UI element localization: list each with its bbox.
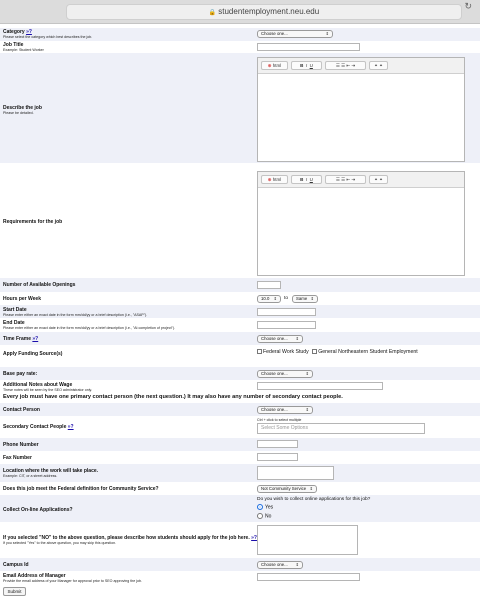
category-help-link[interactable]: »? bbox=[26, 29, 32, 35]
hours-to-label: to bbox=[284, 296, 289, 301]
html-button[interactable]: ⊕ html bbox=[261, 61, 288, 70]
row-category bbox=[0, 28, 480, 41]
start-date-input[interactable] bbox=[257, 308, 316, 316]
list-buttons[interactable]: ☰ ☰ ⇤ ⇥ bbox=[325, 61, 366, 70]
job-title-label: Job Title bbox=[3, 42, 24, 48]
time-frame-select[interactable]: Choose one... ⇕ bbox=[257, 335, 303, 343]
html-button[interactable]: ⊕ html bbox=[261, 175, 288, 184]
no-instructions-textarea[interactable] bbox=[257, 525, 358, 555]
row-time-frame bbox=[0, 332, 480, 345]
row-notes-wage bbox=[0, 380, 480, 393]
describe-label: Describe the job bbox=[3, 105, 42, 111]
row-contact-notice bbox=[0, 393, 480, 403]
campus-label: Campus Id bbox=[3, 562, 29, 568]
reload-icon[interactable]: ↻ bbox=[464, 1, 472, 11]
row-campus bbox=[0, 558, 480, 571]
url-text: studentemployment.neu.edu bbox=[218, 7, 320, 16]
list-buttons[interactable]: ☰ ☰ ⇤ ⇥ bbox=[325, 175, 366, 184]
no-instructions-help: If you selected "Yes" to the above question, you may skip this question. bbox=[3, 541, 117, 545]
secondary-multiselect[interactable]: Select Some Options bbox=[257, 423, 425, 434]
no-radio[interactable] bbox=[257, 513, 263, 519]
row-secondary-contact bbox=[0, 416, 480, 438]
funding-label: Apply Funding Source(s) bbox=[3, 351, 63, 357]
row-funding bbox=[0, 345, 480, 367]
lock-icon: 🔒 bbox=[208, 10, 217, 16]
format-buttons[interactable]: B I U bbox=[291, 175, 322, 184]
manager-email-label: Email Address of Manager bbox=[3, 573, 66, 579]
requirements-label: Requirements for the job bbox=[3, 219, 63, 225]
start-date-help: Please enter either an exact date in the form mm/dd/yy or a brief description (i.e., "ASAP"). bbox=[3, 313, 148, 317]
select-arrow-icon: ⇕ bbox=[325, 31, 329, 36]
fws-label: Federal Work Study bbox=[263, 349, 309, 355]
secondary-hint: Ctrl + click to select multiple bbox=[257, 418, 302, 422]
online-yes: Yes bbox=[257, 504, 273, 510]
location-help: Example: CIT, or a street address. bbox=[3, 474, 58, 478]
start-date-label: Start Date bbox=[3, 307, 27, 313]
fws-checkbox[interactable] bbox=[257, 349, 262, 354]
contact-person-label: Contact Person bbox=[3, 407, 40, 413]
address-bar[interactable] bbox=[66, 4, 462, 20]
general-label: General Northeastern Student Employment bbox=[318, 349, 418, 355]
fax-input[interactable] bbox=[257, 453, 298, 461]
phone-label: Phone Number bbox=[3, 442, 39, 448]
row-contact-person bbox=[0, 403, 480, 416]
time-frame-label: Time Frame bbox=[3, 336, 31, 342]
row-phone bbox=[0, 438, 480, 451]
job-title-help: Example: Student Worker bbox=[3, 48, 44, 52]
browser-toolbar bbox=[0, 0, 480, 24]
time-frame-help-link[interactable]: »? bbox=[32, 336, 39, 342]
yes-radio[interactable] bbox=[257, 504, 263, 510]
row-hours bbox=[0, 292, 480, 305]
format-buttons[interactable]: B I U bbox=[291, 61, 322, 70]
location-textarea[interactable] bbox=[257, 466, 334, 480]
notes-wage-label: Additional Notes about Wage bbox=[3, 382, 73, 388]
fax-label: Fax Number bbox=[3, 455, 32, 461]
online-question: Do you wish to collect online applications for this job? bbox=[257, 497, 371, 502]
openings-input[interactable] bbox=[257, 281, 281, 289]
online-no: No bbox=[257, 513, 271, 519]
general-checkbox[interactable] bbox=[312, 349, 317, 354]
describe-help: Please be detailed. bbox=[3, 111, 34, 115]
editor-toolbar bbox=[258, 58, 464, 74]
hours-label: Hours per Week bbox=[3, 296, 41, 302]
phone-input[interactable] bbox=[257, 440, 298, 448]
contact-person-select[interactable]: Choose one... ⇕ bbox=[257, 406, 313, 414]
funding-options bbox=[257, 349, 418, 355]
row-openings bbox=[0, 278, 480, 292]
no-instructions-label: If you selected "NO" to the above question, please describe how students should apply for the job here. bbox=[3, 535, 250, 541]
contact-notice: Every job must have one primary contact person (the next question.) It may also have any number of secondary contact people. bbox=[3, 394, 343, 400]
end-date-help: Please enter either an exact date in the form mm/dd/yy or a brief description (i.e., "At completion of project"). bbox=[3, 326, 176, 330]
no-instructions-help-link[interactable]: »? bbox=[251, 535, 257, 541]
location-label: Location where the work will take place. bbox=[3, 468, 99, 474]
online-label: Collect On-line Applications? bbox=[3, 507, 73, 513]
manager-email-input[interactable] bbox=[257, 573, 360, 581]
openings-label: Number of Available Openings bbox=[3, 282, 76, 288]
row-online bbox=[0, 495, 480, 522]
community-select[interactable]: Not Community Service ⇕ bbox=[257, 485, 317, 493]
row-community bbox=[0, 482, 480, 495]
campus-select[interactable]: Choose one... ⇕ bbox=[257, 561, 303, 569]
row-base-pay bbox=[0, 367, 480, 380]
notes-wage-help: These notes will be seen by the SEO administrator only. bbox=[3, 388, 93, 392]
category-select[interactable]: Choose one... ⇕ bbox=[257, 30, 333, 38]
category-label: Category bbox=[3, 29, 25, 35]
describe-editor[interactable] bbox=[257, 57, 465, 162]
link-buttons[interactable]: ⚭ ⚭ bbox=[369, 175, 388, 184]
secondary-label: Secondary Contact People bbox=[3, 424, 67, 430]
submit-button[interactable]: Submit bbox=[3, 587, 26, 596]
base-pay-select[interactable]: Choose one... ⇕ bbox=[257, 370, 313, 378]
row-no-instructions bbox=[0, 522, 480, 558]
base-pay-label: Base pay rate: bbox=[3, 371, 38, 377]
row-fax bbox=[0, 451, 480, 464]
manager-email-help: Provide the email address of your Manager for approval prior to SEO approving the job. bbox=[3, 579, 143, 583]
hours-from-select[interactable]: 10.0 ⇕ bbox=[257, 295, 281, 303]
hours-to-select[interactable]: Same ⇕ bbox=[292, 295, 318, 303]
link-buttons[interactable]: ⚭ ⚭ bbox=[369, 61, 388, 70]
secondary-help-link[interactable]: »? bbox=[67, 424, 74, 430]
job-title-input[interactable] bbox=[257, 43, 360, 51]
row-start-date bbox=[0, 305, 480, 318]
row-location bbox=[0, 464, 480, 482]
row-manager-email bbox=[0, 571, 480, 584]
community-label: Does this job meet the Federal definition for Community Service? bbox=[3, 486, 159, 492]
row-job-title bbox=[0, 41, 480, 53]
row-end-date bbox=[0, 318, 480, 332]
requirements-editor[interactable] bbox=[257, 171, 465, 276]
editor-toolbar bbox=[258, 172, 464, 188]
notes-wage-input[interactable] bbox=[257, 382, 383, 390]
end-date-label: End Date bbox=[3, 320, 25, 326]
category-help: Please select the category which best describes the job. bbox=[3, 35, 93, 39]
end-date-input[interactable] bbox=[257, 321, 316, 329]
